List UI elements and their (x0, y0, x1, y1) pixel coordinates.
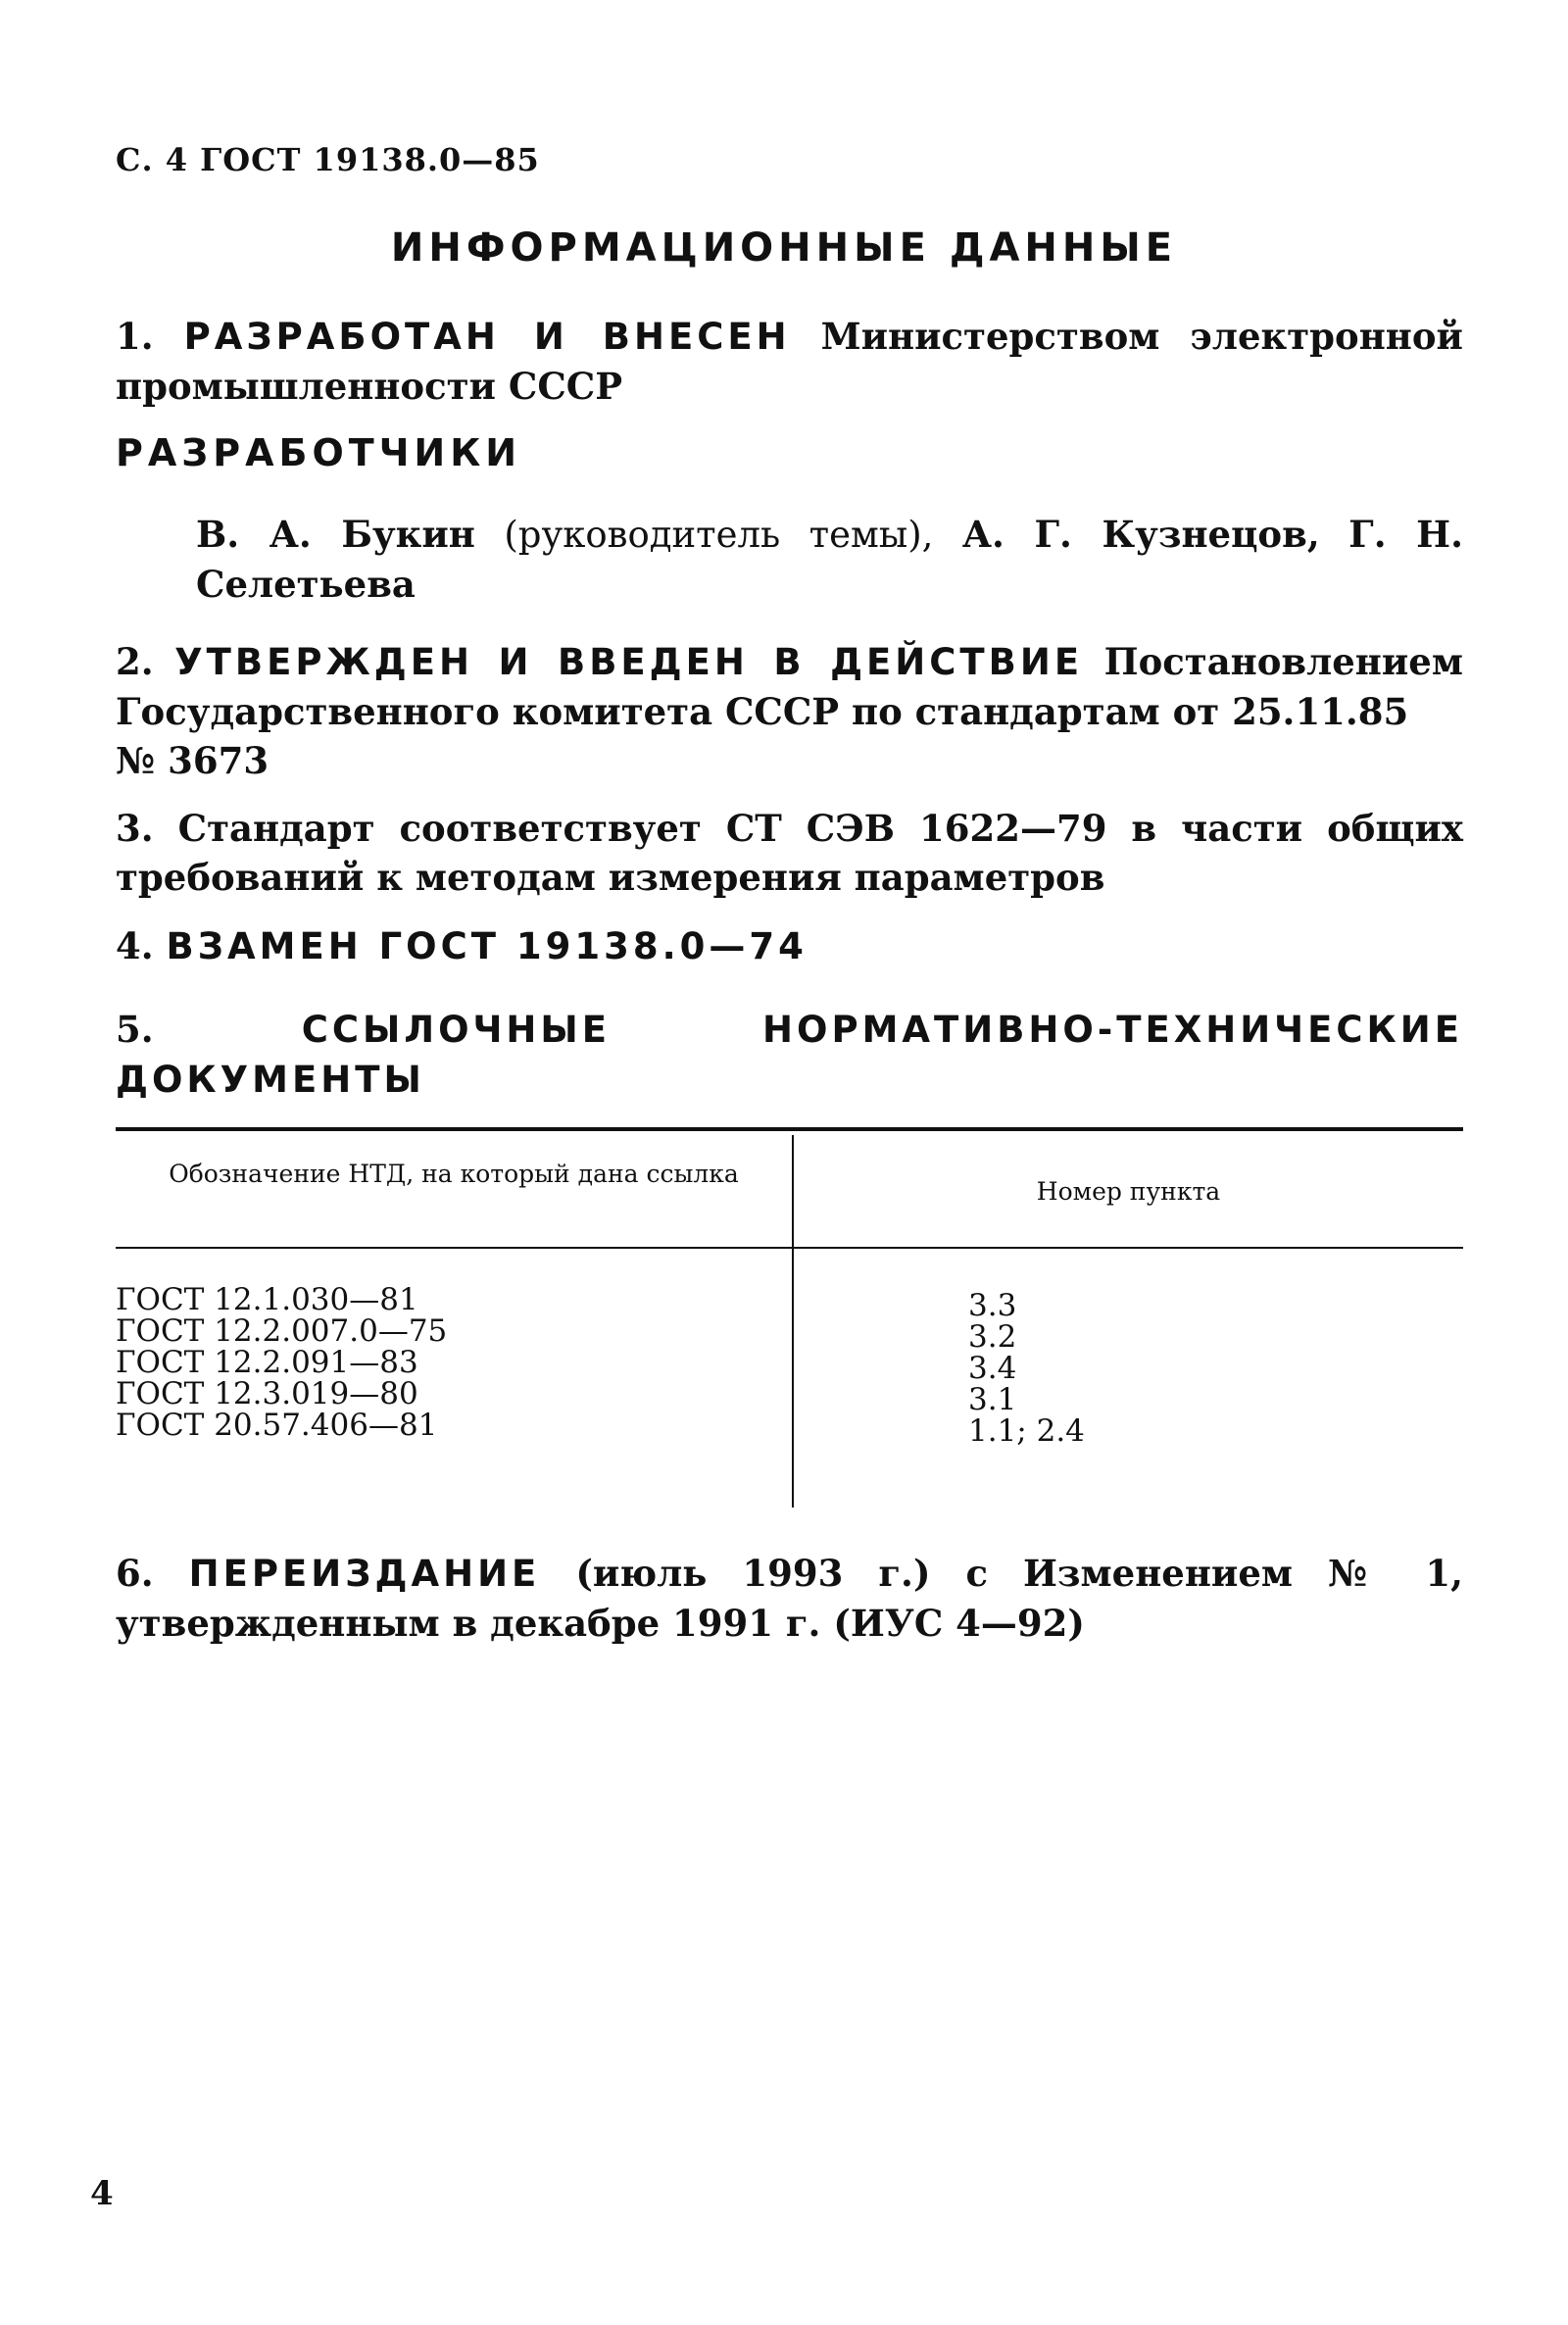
table-cell-doc: ГОСТ 20.57.406—81 (116, 1408, 438, 1443)
developer-role: (руководитель темы), (504, 514, 934, 556)
table-column-docs (116, 1284, 792, 1441)
page-title: ИНФОРМАЦИОННЫЕ ДАННЫЕ (390, 225, 1178, 271)
table-cell-clause: 3.3 (968, 1288, 1017, 1323)
developer-name: А. Г. Кузнецов, (961, 513, 1320, 556)
table-header-designation: Обозначение НТД, на который дана ссылка (169, 1160, 739, 1188)
table-header-clause: Номер пункта (1036, 1177, 1221, 1206)
developers-heading: РАЗРАБОТЧИКИ (116, 431, 522, 474)
item-6-number: 6. (116, 1552, 154, 1595)
table-top-rule (116, 1127, 1463, 1131)
item-6 (116, 1549, 1463, 1648)
item-5-caps: ССЫЛОЧНЫЕ НОРМАТИВНО-ТЕХНИЧЕСКИЕ ДОКУМЕНТЫ (116, 1009, 1463, 1101)
table-cell-clause: 3.2 (968, 1319, 1017, 1355)
developer-name: Г. Н. Селетьева (196, 513, 1464, 606)
item-1 (116, 312, 1463, 411)
item-2-caps: УТВЕРЖДЕН И ВВЕДЕН В ДЕЙСТВИЕ (174, 641, 1084, 683)
developers-list (196, 510, 1463, 610)
item-1-caps: РАЗРАБОТАН И ВНЕСЕН (183, 316, 791, 358)
reference-table (116, 1127, 1463, 1517)
item-2-number: 2. (116, 640, 154, 683)
table-cell-doc: ГОСТ 12.2.091—83 (116, 1345, 418, 1380)
table-cell-clause: 1.1; 2.4 (968, 1413, 1085, 1449)
item-6-text: (июль 1993 г.) с Изменением № 1, утвержденным в декабре 1991 г. (ИУС 4—92) (116, 1552, 1463, 1645)
table-cell-doc: ГОСТ 12.1.030—81 (116, 1282, 418, 1317)
item-1-number: 1. (116, 315, 154, 358)
table-column-clauses (968, 1290, 1458, 1447)
item-4 (116, 921, 1463, 971)
item-1-text: Министерством электронной промышленности СССР (116, 315, 1463, 408)
item-3 (116, 804, 1463, 902)
item-5-number: 5. (116, 1008, 154, 1051)
table-cell-doc: ГОСТ 12.3.019—80 (116, 1376, 418, 1411)
item-6-caps: ПЕРЕИЗДАНИЕ (188, 1553, 541, 1595)
item-4-caps: ВЗАМЕН ГОСТ 19138.0—74 (166, 925, 808, 967)
table-header-rule (116, 1247, 1463, 1249)
item-3-number: 3. (116, 807, 154, 850)
table-cell-doc: ГОСТ 12.2.007.0—75 (116, 1313, 448, 1349)
developer-name: В. А. Букин (196, 513, 475, 556)
item-4-number: 4. (116, 924, 154, 967)
page-number: 4 (90, 2174, 114, 2213)
table-cell-clause: 3.4 (968, 1351, 1017, 1386)
item-2-text: Постановлением Государственного комитета СССР по стандартам от 25.11.85 (116, 640, 1463, 733)
table-cell-clause: 3.1 (968, 1382, 1017, 1417)
item-3-text: Стандарт соответствует СТ СЭВ 1622—79 в части общих требований к методам измерения параметров (116, 807, 1463, 899)
item-2 (116, 637, 1463, 785)
running-head: С. 4 ГОСТ 19138.0—85 (116, 141, 540, 178)
item-5 (116, 1005, 1463, 1105)
item-2-order: № 3673 (116, 739, 270, 782)
